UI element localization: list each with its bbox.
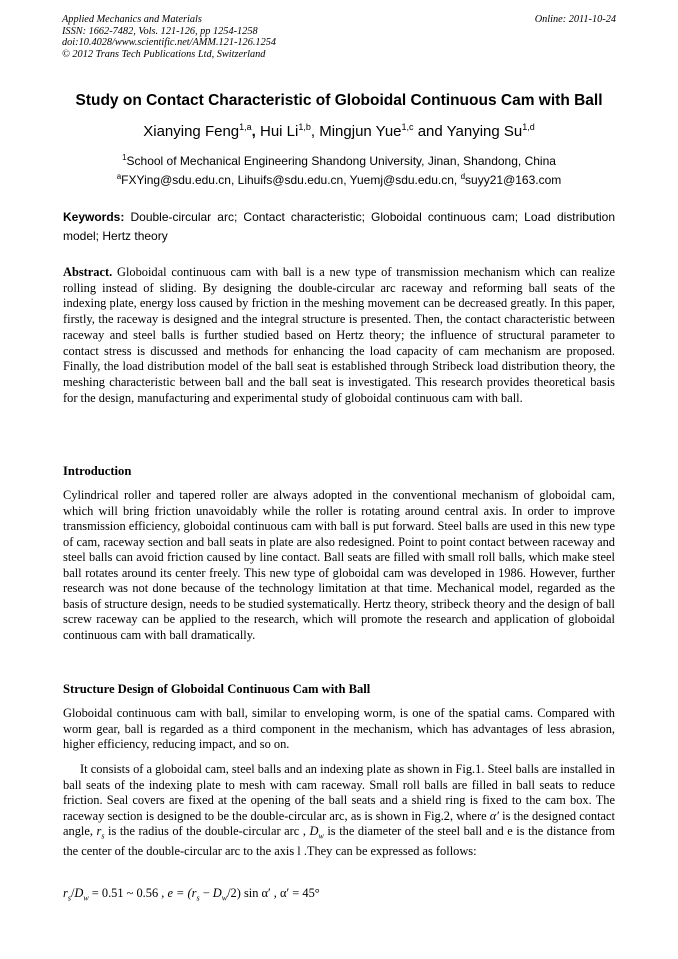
paper-title: Study on Contact Characteristic of Globoidal Continuous Cam with Ball bbox=[75, 92, 603, 109]
introduction-heading: Introduction bbox=[63, 464, 132, 478]
eq-value: = 0.51 ~ 0.56 , bbox=[88, 886, 168, 900]
eq-r: r bbox=[63, 886, 68, 900]
email-sup: a bbox=[116, 172, 122, 181]
equation-1 bbox=[63, 886, 320, 902]
eq-d2-sub: w bbox=[221, 893, 228, 903]
keywords-text: Double-circular arc; Contact characteristic; Globoidal continuous cam; Load distribution model; Hertz theory bbox=[63, 210, 615, 243]
symbol-alpha: α′ bbox=[489, 808, 499, 823]
author-separator: , bbox=[310, 123, 320, 140]
journal-name: Applied Mechanics and Materials bbox=[62, 14, 202, 25]
author-sup: 1,d bbox=[522, 122, 535, 132]
eq-r2: r bbox=[191, 886, 197, 900]
abstract-text: Globoidal continuous cam with ball is a new type of transmission mechanism which can realize rolling instead of sliding. By designing the double-circular arc raceway and reforming ball seats of the indexing plate, energy loss caused by friction in the meshing movement can be decreased greatly. In this paper, firstly, the raceway is designed and the integral structure is presented. Then, the contact characteristic between raceway and steel balls is further studied based on Hertz theory; the influence of structural parameter to contact stress is discussed and methods for enhancing the load capacity of cam mechanism are proposed. Finally, the load distribution model of the ball seat is established through Stribeck load distribution theory, the meshing characteristic between ball and the ball seat is investigated. This research provides theoretical basis for the design, manufacturing and experimental study of globoidal continuous cam with ball. bbox=[63, 265, 615, 405]
symbol-d-sub: w bbox=[318, 831, 324, 841]
author-sup: 1,c bbox=[401, 122, 414, 132]
structure-paragraph-2 bbox=[63, 762, 615, 859]
author-emails bbox=[40, 172, 638, 187]
eq-d2: D bbox=[212, 886, 222, 900]
author-sup: 1,b bbox=[298, 122, 311, 132]
p2-text: is the designed contact angle, bbox=[63, 808, 615, 838]
affiliation-sup: 1 bbox=[122, 153, 127, 162]
eq-tail: /2) sin α′ , α′ = 45° bbox=[227, 886, 320, 900]
author-sup: 1,a bbox=[239, 122, 252, 132]
doi-line[interactable]: doi:10.4028/www.scientific.net/AMM.121-126.1254 bbox=[62, 37, 277, 49]
email-list[interactable]: FXYing@sdu.edu.cn, Lihuifs@sdu.edu.cn, Yuemj@sdu.edu.cn, bbox=[121, 173, 461, 187]
eq-slash: / bbox=[70, 886, 75, 900]
p2-text: It consists of a globoidal cam, steel balls and an indexing plate as shown in Fig.1. Steel balls are installed in ball seats of the indexing plate to mesh with cam raceway. Small roll balls are filled in ball seats to reduce friction. Seal covers are fixed at the opening of the ball seats and a shield ring is fixed to the cam box. The raceway section is designed to be the double-circular arc, as is shown in Fig.2, where bbox=[63, 762, 615, 823]
symbol-r-sub: s bbox=[101, 831, 105, 841]
copyright-line: © 2012 Trans Tech Publications Ltd, Switzerland bbox=[62, 48, 266, 60]
eq-d-sub: w bbox=[83, 893, 89, 903]
eq-e: e = ( bbox=[167, 886, 192, 900]
eq-minus: − bbox=[199, 886, 213, 900]
structure-heading: Structure Design of Globoidal Continuous Cam with Ball bbox=[63, 682, 371, 696]
author-separator: , bbox=[251, 123, 260, 140]
keywords-label: Keywords: bbox=[63, 210, 125, 224]
author-name: Mingjun Yue bbox=[319, 123, 402, 140]
author-list bbox=[40, 122, 638, 140]
eq-d: D bbox=[74, 886, 84, 900]
eq-r2-sub: s bbox=[196, 893, 200, 903]
p2-text: is the radius of the double-circular arc , bbox=[104, 824, 310, 838]
symbol-r: r bbox=[96, 824, 102, 838]
p2-text: is the diameter of the steel ball and e is the distance from the center of the double-circular arc to the axis l .They can be expressed as follows: bbox=[63, 824, 616, 858]
eq-r-sub: s bbox=[67, 893, 71, 903]
symbol-d: D bbox=[309, 824, 319, 838]
keywords bbox=[63, 208, 615, 246]
author-name: Hui Li bbox=[260, 123, 299, 140]
affiliation bbox=[40, 153, 638, 168]
author-separator: and bbox=[413, 123, 447, 140]
author-name: Yanying Su bbox=[446, 123, 523, 140]
author-name: Xianying Feng bbox=[143, 123, 240, 140]
journal-header bbox=[62, 14, 616, 60]
issn-line: ISSN: 1662-7482, Vols. 121-126, pp 1254-1258 bbox=[62, 25, 258, 37]
email-last[interactable]: suyy21@163.com bbox=[465, 173, 562, 187]
abstract-label: Abstract. bbox=[63, 265, 113, 279]
introduction-text: Cylindrical roller and tapered roller are always adopted in the conventional mechanism of globoidal cam, which will bring friction unavoidably while the roller is rotating around central axis. In order to improve transmission efficiency, globoidal continuous cam with ball is put forward. Steel balls are used in this new type of cam, raceway section and ball seats in plate are also redesigned. Point to point contact between raceway and steel balls can avoid friction caused by line contact. Ball seats are filled with small roll balls, which make steel ball rotates around its center freely. This new type of globoidal cam was developed in 1986. However, further research was not done because of the technology limitation at that time. Mechanical model, regarded as the basis of structure design, needs to be studied systematically. Hertz theory, stribeck theory and the design of ball screw raceway can be applied to the research, which will promote the research and application of globoidal continuous cam with ball dramatically. bbox=[63, 488, 615, 642]
email-sup: d bbox=[460, 172, 466, 181]
abstract bbox=[63, 265, 615, 406]
structure-paragraph-1: Globoidal continuous cam with ball, similar to enveloping worm, is one of the spatial cams. Compared with worm gear, ball is regarded as a third component in the mechanism, which has advantages of less abrasion, higher efficiency, reducing impact, and so on. bbox=[63, 706, 615, 751]
affiliation-text: School of Mechanical Engineering Shandong University, Jinan, Shandong, China bbox=[126, 154, 556, 168]
online-date: Online: 2011-10-24 bbox=[534, 14, 616, 25]
